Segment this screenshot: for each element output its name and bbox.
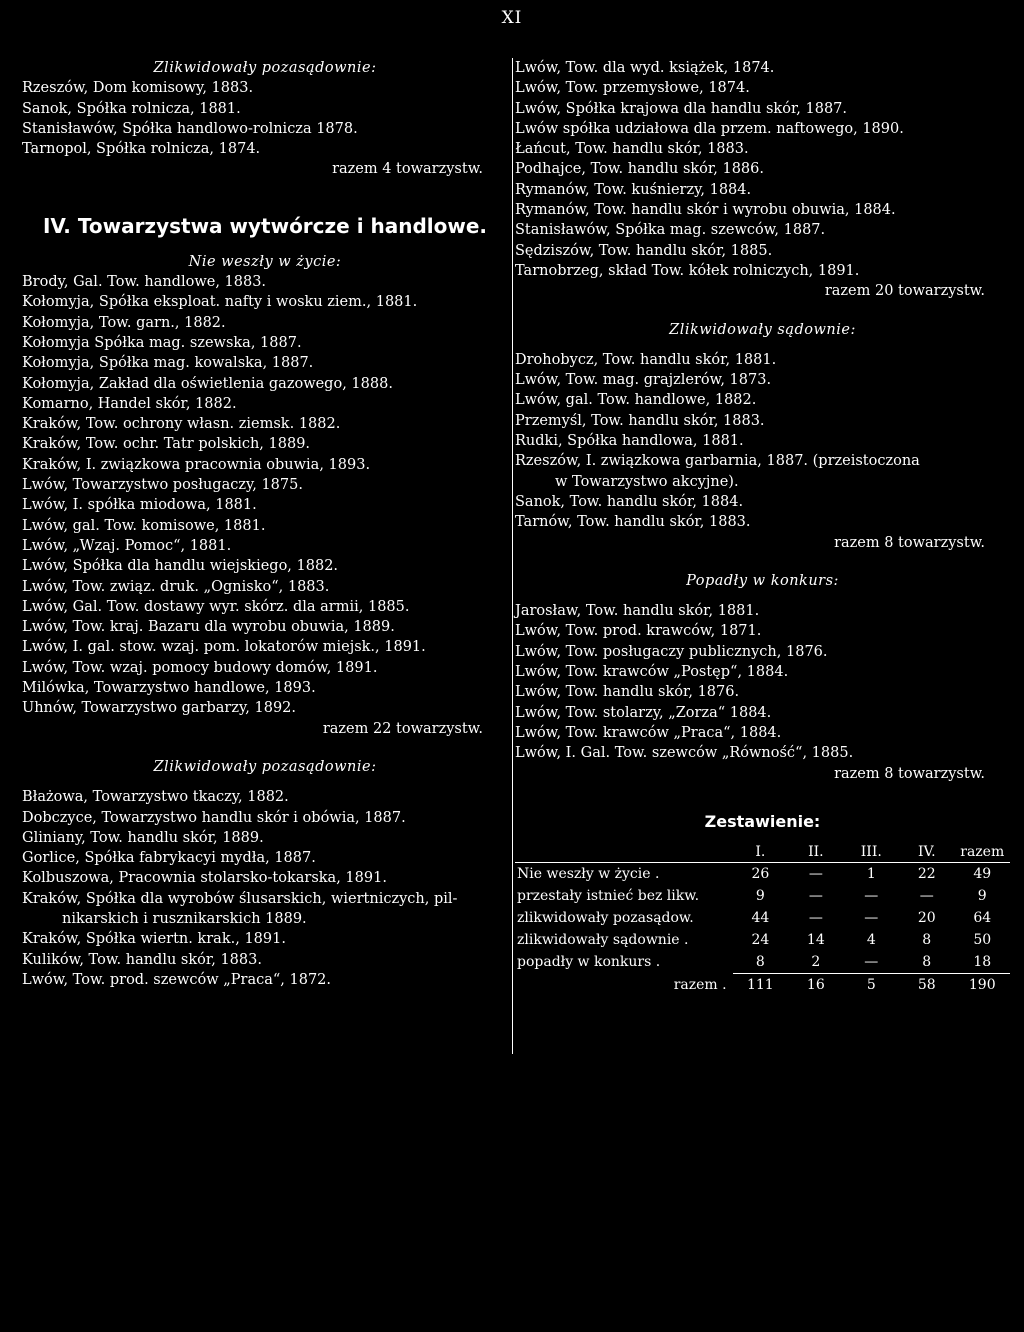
entry: Lwów spółka udziałowa dla przem. naftowego, 1890.: [515, 120, 904, 137]
count-cell: 8: [922, 953, 932, 970]
entry: Lwów, Tow. prod. krawców, 1871.: [515, 623, 762, 640]
entry-list: [22, 787, 508, 888]
entry-continuation: nikarskich i rusznikarskich 1889.: [62, 910, 307, 927]
entry-list: [515, 601, 1010, 763]
chapter-heading: IV. Towarzystwa wytwórcze i handlowe.: [42, 213, 488, 238]
entry: Kraków, I. związkowa pracownia obuwia, 1893.: [22, 456, 371, 473]
entry: Lwów, Tow. dla wyd. książek, 1874.: [515, 60, 775, 76]
entry: Lwów, Tow. związ. druk. „Ognisko“, 1883.: [22, 578, 330, 595]
entry: Rudki, Spółka handlowa, 1881.: [515, 433, 744, 450]
count-cell: —: [808, 909, 823, 926]
entry: Kołomyja, Spółka eksploat. nafty i wosku ziem., 1881.: [22, 294, 418, 311]
count-cell: 1: [866, 865, 876, 882]
entry: Lwów, Tow. krawców „Praca“, 1884.: [515, 724, 782, 741]
count-cell: 64: [973, 909, 992, 926]
total-cell: 111: [733, 973, 788, 996]
entry: Lwów, Tow. handlu skór, 1876.: [515, 684, 740, 701]
entry: Lwów, Tow. kraj. Bazaru dla wyrobu obuwia, 1889.: [22, 619, 395, 636]
entry: Jarosław, Tow. handlu skór, 1881.: [515, 603, 760, 620]
header-cell: [515, 842, 733, 863]
entry: Podhajce, Tow. handlu skór, 1886.: [515, 161, 764, 178]
entry-list: [515, 492, 1010, 533]
count-cell: 8: [755, 953, 765, 970]
entry: Lwów, Tow. posługaczy publicznych, 1876.: [515, 643, 828, 660]
row-label: zlikwidowały pozasądow.: [517, 909, 694, 926]
count-cell: —: [808, 887, 823, 904]
entry: Kulików, Tow. handlu skór, 1883.: [22, 951, 262, 968]
section-total: razem 8 towarzystw.: [834, 534, 985, 551]
summary-title: Zestawienie:: [704, 811, 821, 831]
count-cell: 24: [751, 931, 770, 948]
total-cell: 58: [899, 973, 954, 996]
header-cell: IV.: [899, 842, 954, 863]
entry-list: [22, 78, 508, 159]
summary-row: [515, 885, 1010, 907]
entry: Sanok, Spółka rolnicza, 1881.: [22, 100, 241, 117]
count-cell: 14: [806, 931, 825, 948]
count-cell: 44: [751, 909, 770, 926]
row-label: Nie weszły w życie .: [517, 865, 660, 882]
entry: Tarnopol, Spółka rolnicza, 1874.: [22, 141, 261, 158]
count-cell: 9: [755, 887, 765, 904]
section-title: Nie weszły w życie:: [188, 253, 342, 270]
entry: Dobczyce, Towarzystwo handlu skór i obówia, 1887.: [22, 809, 406, 826]
total-cell: 5: [844, 973, 899, 996]
count-cell: —: [864, 953, 879, 970]
count-cell: 8: [922, 931, 932, 948]
total-cell: 16: [788, 973, 843, 996]
entry: Gorlice, Spółka fabrykacyi mydła, 1887.: [22, 850, 316, 867]
entry: Lwów, I. spółka miodowa, 1881.: [22, 497, 257, 514]
entry: Kołomyja, Tow. garn., 1882.: [22, 314, 226, 331]
count-cell: —: [919, 887, 934, 904]
count-cell: 9: [977, 887, 987, 904]
right-column: [515, 58, 1010, 996]
summary-row: [515, 907, 1010, 929]
summary-table: [515, 842, 1010, 996]
entry: Kolbuszowa, Pracownia stolarsko-tokarska, 1891.: [22, 870, 387, 887]
total-label: razem .: [673, 976, 727, 993]
row-label: popadły w konkurs .: [517, 954, 661, 971]
summary-header-row: [515, 842, 1010, 863]
entry-list: [22, 272, 508, 719]
entry: Kołomyja Spółka mag. szewska, 1887.: [22, 334, 302, 351]
entry: Sanok, Tow. handlu skór, 1884.: [515, 493, 744, 510]
section-total: razem 8 towarzystw.: [834, 765, 985, 782]
count-cell: 2: [811, 953, 821, 970]
entry: Lwów, gal. Tow. handlowe, 1882.: [515, 392, 757, 409]
header-cell: razem: [955, 842, 1011, 863]
entry: Tarnobrzeg, skład Tow. kółek rolniczych, 1891.: [515, 262, 860, 279]
row-label: przestały istnieć bez likw.: [517, 887, 700, 904]
section-total: razem 20 towarzystw.: [824, 283, 985, 300]
entry: Przemyśl, Tow. handlu skór, 1883.: [515, 412, 765, 429]
entry: Kraków, Tow. ochrony własn. ziemsk. 1882.: [22, 416, 341, 433]
count-cell: —: [808, 865, 823, 882]
count-cell: 22: [917, 865, 936, 882]
header-cell: I.: [733, 842, 788, 863]
summary-body: [515, 862, 1010, 996]
entry: Lwów, „Wzaj. Pomoc“, 1881.: [22, 537, 232, 554]
entry: Milówka, Towarzystwo handlowe, 1893.: [22, 680, 316, 697]
entry: Drohobycz, Tow. handlu skór, 1881.: [515, 351, 777, 368]
header-cell: II.: [788, 842, 843, 863]
count-cell: 49: [973, 865, 992, 882]
entry: Kraków, Spółka dla wyrobów ślusarskich, wiertniczych, pil-: [22, 890, 458, 907]
entry: Lwów, Spółka dla handlu wiejskiego, 1882.: [22, 558, 339, 575]
entry: Lwów, Tow. prod. szewców „Praca“, 1872.: [22, 971, 332, 988]
summary-row: [515, 951, 1010, 974]
count-cell: 20: [917, 909, 936, 926]
section-title: Popadły w konkurs:: [686, 572, 839, 589]
entry: Lwów, I. Gal. Tow. szewców „Równość“, 1885.: [515, 745, 854, 762]
total-cell: 190: [955, 973, 1011, 996]
entry: Lwów, Tow. przemysłowe, 1874.: [515, 80, 750, 97]
count-cell: —: [864, 887, 879, 904]
entry: Brody, Gal. Tow. handlowe, 1883.: [22, 274, 267, 291]
entry: Rymanów, Tow. kuśnierzy, 1884.: [515, 181, 752, 198]
left-column: [22, 58, 508, 990]
entry: Kołomyja, Zakład dla oświetlenia gazowego, 1888.: [22, 375, 393, 392]
count-cell: 50: [973, 931, 992, 948]
entry: Kraków, Spółka wiertn. krak., 1891.: [22, 931, 286, 948]
column-divider: [512, 58, 513, 1054]
count-cell: —: [864, 909, 879, 926]
entry: Lwów, I. gal. stow. wzaj. pom. lokatorów miejsk., 1891.: [22, 639, 426, 656]
section-title: Zlikwidowały pozasądownie:: [153, 758, 377, 775]
section-title: Zlikwidowały sądownie:: [669, 321, 856, 338]
summary-total-row: [515, 973, 1010, 996]
count-cell: 18: [973, 953, 992, 970]
entry: Lwów, Towarzystwo posługaczy, 1875.: [22, 477, 303, 494]
entry: Rzeszów, Dom komisowy, 1883.: [22, 80, 254, 97]
entry: Gliniany, Tow. handlu skór, 1889.: [22, 829, 264, 846]
entry: Rymanów, Tow. handlu skór i wyrobu obuwia, 1884.: [515, 202, 896, 219]
entry: Sędziszów, Tow. handlu skór, 1885.: [515, 242, 773, 259]
entry: Komarno, Handel skór, 1882.: [22, 395, 237, 412]
entry: Rzeszów, I. związkowa garbarnia, 1887. (przeistoczona: [515, 453, 920, 470]
entry: Lwów, Gal. Tow. dostawy wyr. skórz. dla armii, 1885.: [22, 598, 410, 615]
entry: Kraków, Tow. ochr. Tatr polskich, 1889.: [22, 436, 311, 453]
entry: Tarnów, Tow. handlu skór, 1883.: [515, 514, 751, 531]
count-cell: 4: [866, 931, 876, 948]
row-label: zlikwidowały sądownie .: [517, 931, 689, 948]
entry: Kołomyja, Spółka mag. kowalska, 1887.: [22, 355, 314, 372]
entry: Lwów, Spółka krajowa dla handlu skór, 1887.: [515, 100, 848, 117]
section-title: Zlikwidowały pozasądownie:: [153, 60, 377, 76]
entry: Lwów, Tow. krawców „Postęp“, 1884.: [515, 664, 789, 681]
entry-list: [22, 929, 508, 990]
entry: Łańcut, Tow. handlu skór, 1883.: [515, 141, 749, 158]
section-total: razem 22 towarzystw.: [322, 720, 483, 737]
entry: Lwów, Tow. mag. grajzlerów, 1873.: [515, 372, 772, 389]
entry-list: [515, 350, 1010, 451]
entry: Lwów, gal. Tow. komisowe, 1881.: [22, 517, 266, 534]
summary-row: [515, 929, 1010, 951]
entry: Stanisławów, Spółka mag. szewców, 1887.: [515, 222, 826, 239]
entry: Uhnów, Towarzystwo garbarzy, 1892.: [22, 700, 296, 717]
entry: Lwów, Tow. wzaj. pomocy budowy domów, 1891.: [22, 659, 378, 676]
section-total: razem 4 towarzystw.: [332, 161, 483, 178]
entry: Błażowa, Towarzystwo tkaczy, 1882.: [22, 789, 289, 806]
entry: Lwów, Tow. stolarzy, „Zorza“ 1884.: [515, 704, 772, 721]
count-cell: 26: [751, 865, 770, 882]
entry-list: [515, 58, 1010, 281]
entry: Stanisławów, Spółka handlowo-rolnicza 1878.: [22, 120, 358, 137]
summary-row: [515, 862, 1010, 885]
page-number: XI: [501, 8, 523, 28]
header-cell: III.: [844, 842, 899, 863]
entry-continuation: w Towarzystwo akcyjne).: [555, 473, 739, 490]
